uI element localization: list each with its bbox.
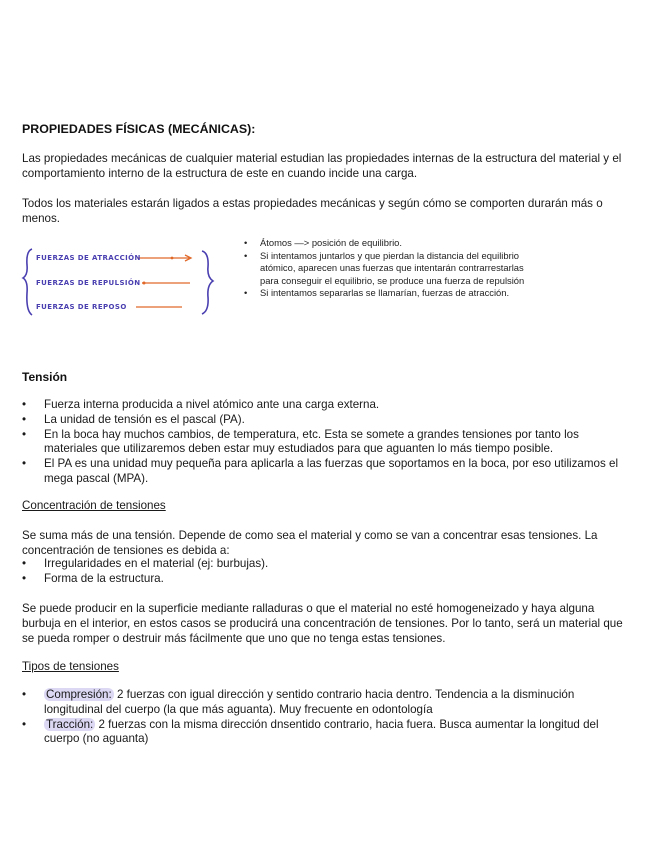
tension-list [22,398,632,487]
atom-note: • Si intentamos separarlas se llamarían, fuerzas de atracción. [244,287,534,300]
intro-paragraph-2: Todos los materiales estarán ligados a estas propiedades mecánicas y según cómo se comporten durarán más o menos. [22,197,603,225]
right-brace [202,251,213,314]
concentration-paragraph: Se suma más de una tensión. Depende de como sea el material y como se van a concentrar esas tensiones. La concentración de tensiones es debida a: [22,529,598,557]
attraction-dot [171,257,174,260]
intro-paragraph-1: Las propiedades mecánicas de cualquier material estudian las propiedades internas de la estructura del material y el comportamiento interno de la estructura de este en cuando incide una carga. [22,152,622,180]
sketch-label-attraction: FUERZAS DE ATRACCIÓN [36,254,141,262]
tension-item: • La unidad de tensión es el pascal (PA). [22,413,632,428]
sketch-label-rest: FUERZAS DE REPOSO [36,303,127,311]
atom-note: • Si intentamos juntarlos y que pierdan la distancia del equilibrio atómico, aparecen unas fuerzas que intentarán contrarrestarlas para conseguir el equilibrio, se produce una fuerza de repulsión [244,250,534,288]
concentration-heading: Concentración de tensiones [22,499,166,512]
left-brace [23,249,32,315]
forces-sketch [20,245,220,321]
tension-types-heading: Tipos de tensiones [22,660,119,673]
traction-text: 2 fuerzas con la misma dirección dnsentido contrario, hacia fuera. Busca aumentar la longitud del cuerpo (no aguanta) [44,717,599,746]
repulsion-dot [143,282,146,285]
tension-item: • En la boca hay muchos cambios, de temperatura, etc. Esta se somete a grandes tensiones por tanto los materiales que utilizaremos deben estar muy estudiados para que aguanten lo más tiempo posible. [22,428,632,458]
compression-term: Compresión: [46,688,112,701]
tension-types-list [22,688,632,747]
page-title: PROPIEDADES FÍSICAS (MECÁNICAS): [22,122,256,136]
atom-note: • Átomos —> posición de equilibrio. [244,237,534,250]
concentration-paragraph-2: Se puede producir en la superficie mediante ralladuras o que el material no esté homogeneizado y haya alguna burbuja en el interior, en estos casos se producirá una concentración de tensiones. Por lo tanto, será un material que se pueda romper o destruir más fácilmente que uno que no tenga estas tensiones. [22,602,623,645]
tension-type-traction [22,718,632,748]
concentration-item: • Irregularidades en el material (ej: burbujas). [22,557,632,572]
concentration-item: • Forma de la estructura. [22,572,632,587]
compression-text: 2 fuerzas con igual dirección y sentido contrario hacia dentro. Tendencia a la disminución longitudinal del cuerpo (la que más aguanta). Muy frecuente en odontología [44,688,575,716]
atom-notes-list [244,237,534,300]
tension-item: • El PA es una unidad muy pequeña para aplicarla a las fuerzas que soportamos en la boca, por eso utilizamos el mega pascal (MPA). [22,457,632,487]
tension-heading: Tensión [22,370,68,384]
sketch-label-repulsion: FUERZAS DE REPULSIÓN [36,279,141,287]
tension-item: • Fuerza interna producida a nivel atómico ante una carga externa. [22,398,632,413]
traction-term: Tracción: [46,717,94,731]
concentration-list [22,557,632,587]
tension-type-compression [22,688,632,718]
